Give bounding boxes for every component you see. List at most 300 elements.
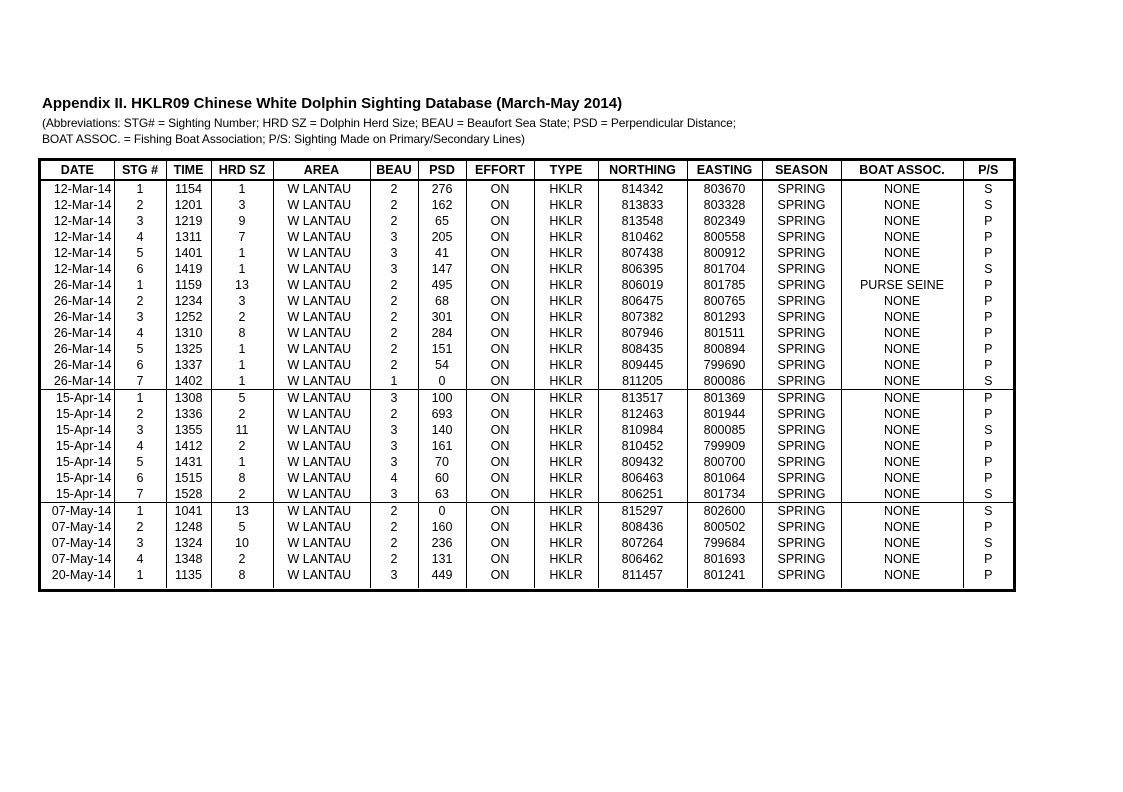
table-row bbox=[41, 309, 1013, 325]
cell-psd: 276 bbox=[418, 180, 466, 197]
cell-season: SPRING bbox=[762, 245, 841, 261]
filler-cell bbox=[963, 583, 1013, 588]
cell-type: HKLR bbox=[534, 438, 598, 454]
cell-season: SPRING bbox=[762, 567, 841, 583]
cell-easting: 801704 bbox=[687, 261, 762, 277]
cell-beau: 3 bbox=[370, 229, 418, 245]
cell-boat-assoc: NONE bbox=[841, 454, 963, 470]
cell-time: 1324 bbox=[166, 535, 211, 551]
cell-easting: 799684 bbox=[687, 535, 762, 551]
cell-herd-size: 13 bbox=[211, 503, 273, 520]
cell-type: HKLR bbox=[534, 567, 598, 583]
cell-herd-size: 5 bbox=[211, 390, 273, 407]
cell-boat-assoc: NONE bbox=[841, 229, 963, 245]
cell-date: 12-Mar-14 bbox=[53, 246, 112, 260]
cell-herd-size: 11 bbox=[211, 422, 273, 438]
cell-area: W LANTAU bbox=[273, 277, 370, 293]
table-row bbox=[41, 357, 1013, 373]
cell-psd: 160 bbox=[418, 519, 466, 535]
cell-ps: P bbox=[963, 325, 1013, 341]
cell-psd: 205 bbox=[418, 229, 466, 245]
cell-date: 07-May-14 bbox=[51, 520, 112, 534]
cell-stg-number: 6 bbox=[114, 261, 166, 277]
cell-easting: 801064 bbox=[687, 470, 762, 486]
cell-herd-size: 2 bbox=[211, 406, 273, 422]
cell-ps: P bbox=[963, 293, 1013, 309]
cell-beau: 2 bbox=[370, 277, 418, 293]
cell-area: W LANTAU bbox=[273, 406, 370, 422]
cell-herd-size: 2 bbox=[211, 309, 273, 325]
cell-northing: 812463 bbox=[598, 406, 687, 422]
cell-beau: 2 bbox=[370, 341, 418, 357]
cell-psd: 151 bbox=[418, 341, 466, 357]
cell-beau: 2 bbox=[370, 180, 418, 197]
cell-effort: ON bbox=[466, 551, 534, 567]
cell-herd-size: 13 bbox=[211, 277, 273, 293]
cell-boat-assoc: NONE bbox=[841, 309, 963, 325]
table-row bbox=[41, 213, 1013, 229]
cell-boat-assoc: NONE bbox=[841, 325, 963, 341]
cell-ps: P bbox=[963, 309, 1013, 325]
cell-time: 1308 bbox=[166, 390, 211, 407]
cell-effort: ON bbox=[466, 357, 534, 373]
cell-type: HKLR bbox=[534, 293, 598, 309]
cell-date: 15-Apr-14 bbox=[55, 407, 112, 421]
cell-type: HKLR bbox=[534, 470, 598, 486]
cell-type: HKLR bbox=[534, 197, 598, 213]
cell-type: HKLR bbox=[534, 535, 598, 551]
cell-stg-number: 1 bbox=[114, 180, 166, 197]
cell-date: 12-Mar-14 bbox=[53, 230, 112, 244]
column-header-northing: NORTHING bbox=[598, 161, 687, 180]
cell-boat-assoc: PURSE SEINE bbox=[841, 277, 963, 293]
cell-date: 07-May-14 bbox=[51, 536, 112, 550]
cell-ps: P bbox=[963, 357, 1013, 373]
cell-psd: 147 bbox=[418, 261, 466, 277]
cell-area: W LANTAU bbox=[273, 438, 370, 454]
cell-type: HKLR bbox=[534, 180, 598, 197]
table-row bbox=[41, 422, 1013, 438]
table-row bbox=[41, 341, 1013, 357]
column-header-season: SEASON bbox=[762, 161, 841, 180]
cell-beau: 2 bbox=[370, 551, 418, 567]
cell-time: 1336 bbox=[166, 406, 211, 422]
cell-time: 1219 bbox=[166, 213, 211, 229]
cell-northing: 806019 bbox=[598, 277, 687, 293]
cell-beau: 4 bbox=[370, 470, 418, 486]
table-row bbox=[41, 438, 1013, 454]
cell-psd: 140 bbox=[418, 422, 466, 438]
cell-time: 1431 bbox=[166, 454, 211, 470]
cell-area: W LANTAU bbox=[273, 454, 370, 470]
table-row bbox=[41, 519, 1013, 535]
cell-date: 15-Apr-14 bbox=[55, 487, 112, 501]
cell-northing: 808435 bbox=[598, 341, 687, 357]
cell-beau: 2 bbox=[370, 325, 418, 341]
cell-boat-assoc: NONE bbox=[841, 551, 963, 567]
cell-easting: 802349 bbox=[687, 213, 762, 229]
filler-cell bbox=[370, 583, 418, 588]
cell-season: SPRING bbox=[762, 277, 841, 293]
cell-season: SPRING bbox=[762, 551, 841, 567]
cell-time: 1402 bbox=[166, 373, 211, 390]
cell-psd: 68 bbox=[418, 293, 466, 309]
cell-stg-number: 3 bbox=[114, 422, 166, 438]
cell-effort: ON bbox=[466, 390, 534, 407]
cell-time: 1135 bbox=[166, 567, 211, 583]
cell-date: 12-Mar-14 bbox=[53, 214, 112, 228]
cell-date: 26-Mar-14 bbox=[53, 310, 112, 324]
cell-time: 1337 bbox=[166, 357, 211, 373]
cell-date: 07-May-14 bbox=[51, 552, 112, 566]
cell-time: 1041 bbox=[166, 503, 211, 520]
cell-herd-size: 2 bbox=[211, 551, 273, 567]
cell-effort: ON bbox=[466, 180, 534, 197]
cell-herd-size: 1 bbox=[211, 357, 273, 373]
cell-northing: 813833 bbox=[598, 197, 687, 213]
cell-effort: ON bbox=[466, 277, 534, 293]
cell-boat-assoc: NONE bbox=[841, 373, 963, 390]
cell-area: W LANTAU bbox=[273, 261, 370, 277]
cell-stg-number: 2 bbox=[114, 197, 166, 213]
cell-psd: 693 bbox=[418, 406, 466, 422]
cell-beau: 2 bbox=[370, 535, 418, 551]
cell-herd-size: 2 bbox=[211, 438, 273, 454]
cell-psd: 284 bbox=[418, 325, 466, 341]
cell-northing: 811205 bbox=[598, 373, 687, 390]
cell-boat-assoc: NONE bbox=[841, 357, 963, 373]
cell-beau: 3 bbox=[370, 245, 418, 261]
table-row bbox=[41, 406, 1013, 422]
cell-date: 26-Mar-14 bbox=[53, 342, 112, 356]
cell-psd: 54 bbox=[418, 357, 466, 373]
cell-effort: ON bbox=[466, 373, 534, 390]
cell-stg-number: 5 bbox=[114, 341, 166, 357]
cell-beau: 2 bbox=[370, 357, 418, 373]
cell-area: W LANTAU bbox=[273, 357, 370, 373]
cell-easting: 801293 bbox=[687, 309, 762, 325]
cell-herd-size: 7 bbox=[211, 229, 273, 245]
cell-ps: P bbox=[963, 567, 1013, 583]
cell-time: 1234 bbox=[166, 293, 211, 309]
column-header-herd-size: HRD SZ bbox=[211, 161, 273, 180]
cell-effort: ON bbox=[466, 503, 534, 520]
cell-stg-number: 2 bbox=[114, 293, 166, 309]
table-row bbox=[41, 551, 1013, 567]
cell-easting: 801511 bbox=[687, 325, 762, 341]
table-row bbox=[41, 197, 1013, 213]
cell-psd: 60 bbox=[418, 470, 466, 486]
sighting-table-frame bbox=[38, 158, 1016, 592]
table-row bbox=[41, 293, 1013, 309]
cell-psd: 100 bbox=[418, 390, 466, 407]
cell-season: SPRING bbox=[762, 229, 841, 245]
cell-psd: 301 bbox=[418, 309, 466, 325]
cell-easting: 800912 bbox=[687, 245, 762, 261]
cell-ps: S bbox=[963, 486, 1013, 503]
cell-date: 26-Mar-14 bbox=[53, 326, 112, 340]
cell-boat-assoc: NONE bbox=[841, 245, 963, 261]
cell-type: HKLR bbox=[534, 341, 598, 357]
cell-date: 12-Mar-14 bbox=[53, 198, 112, 212]
cell-easting: 801241 bbox=[687, 567, 762, 583]
cell-time: 1201 bbox=[166, 197, 211, 213]
cell-boat-assoc: NONE bbox=[841, 422, 963, 438]
cell-boat-assoc: NONE bbox=[841, 567, 963, 583]
cell-boat-assoc: NONE bbox=[841, 406, 963, 422]
cell-type: HKLR bbox=[534, 325, 598, 341]
cell-season: SPRING bbox=[762, 438, 841, 454]
cell-psd: 449 bbox=[418, 567, 466, 583]
cell-ps: S bbox=[963, 180, 1013, 197]
cell-time: 1401 bbox=[166, 245, 211, 261]
cell-type: HKLR bbox=[534, 261, 598, 277]
cell-type: HKLR bbox=[534, 213, 598, 229]
document-title: Appendix II. HKLR09 Chinese White Dolphin Sighting Database (March-May 2014) bbox=[42, 95, 623, 112]
cell-type: HKLR bbox=[534, 486, 598, 503]
cell-boat-assoc: NONE bbox=[841, 503, 963, 520]
cell-psd: 41 bbox=[418, 245, 466, 261]
filler-cell bbox=[598, 583, 687, 588]
cell-stg-number: 7 bbox=[114, 373, 166, 390]
cell-psd: 65 bbox=[418, 213, 466, 229]
cell-easting: 800700 bbox=[687, 454, 762, 470]
cell-area: W LANTAU bbox=[273, 422, 370, 438]
cell-stg-number: 4 bbox=[114, 229, 166, 245]
cell-herd-size: 10 bbox=[211, 535, 273, 551]
cell-herd-size: 5 bbox=[211, 519, 273, 535]
cell-date: 15-Apr-14 bbox=[55, 471, 112, 485]
cell-time: 1348 bbox=[166, 551, 211, 567]
cell-stg-number: 1 bbox=[114, 567, 166, 583]
cell-herd-size: 8 bbox=[211, 325, 273, 341]
cell-stg-number: 2 bbox=[114, 406, 166, 422]
cell-boat-assoc: NONE bbox=[841, 438, 963, 454]
cell-psd: 161 bbox=[418, 438, 466, 454]
cell-ps: P bbox=[963, 245, 1013, 261]
column-header-date: DATE bbox=[41, 161, 114, 180]
cell-type: HKLR bbox=[534, 373, 598, 390]
cell-northing: 806462 bbox=[598, 551, 687, 567]
abbreviations-line-2: BOAT ASSOC. = Fishing Boat Association; P/S: Sighting Made on Primary/Secondary Lines) bbox=[42, 132, 525, 146]
cell-type: HKLR bbox=[534, 390, 598, 407]
filler-cell bbox=[114, 583, 166, 588]
cell-psd: 131 bbox=[418, 551, 466, 567]
cell-area: W LANTAU bbox=[273, 390, 370, 407]
cell-season: SPRING bbox=[762, 406, 841, 422]
cell-boat-assoc: NONE bbox=[841, 535, 963, 551]
cell-northing: 813548 bbox=[598, 213, 687, 229]
cell-effort: ON bbox=[466, 309, 534, 325]
cell-beau: 2 bbox=[370, 213, 418, 229]
cell-herd-size: 1 bbox=[211, 454, 273, 470]
cell-boat-assoc: NONE bbox=[841, 293, 963, 309]
table-row bbox=[41, 373, 1013, 390]
cell-season: SPRING bbox=[762, 454, 841, 470]
cell-date: 26-Mar-14 bbox=[53, 278, 112, 292]
cell-effort: ON bbox=[466, 438, 534, 454]
cell-type: HKLR bbox=[534, 229, 598, 245]
cell-herd-size: 1 bbox=[211, 180, 273, 197]
table-row bbox=[41, 229, 1013, 245]
cell-area: W LANTAU bbox=[273, 245, 370, 261]
cell-stg-number: 4 bbox=[114, 551, 166, 567]
cell-type: HKLR bbox=[534, 357, 598, 373]
cell-season: SPRING bbox=[762, 422, 841, 438]
cell-easting: 801734 bbox=[687, 486, 762, 503]
cell-type: HKLR bbox=[534, 551, 598, 567]
cell-beau: 3 bbox=[370, 486, 418, 503]
table-filler-row bbox=[41, 583, 1013, 588]
cell-beau: 2 bbox=[370, 503, 418, 520]
cell-beau: 2 bbox=[370, 406, 418, 422]
cell-area: W LANTAU bbox=[273, 535, 370, 551]
cell-season: SPRING bbox=[762, 309, 841, 325]
cell-psd: 0 bbox=[418, 503, 466, 520]
cell-ps: P bbox=[963, 519, 1013, 535]
cell-easting: 802600 bbox=[687, 503, 762, 520]
cell-psd: 0 bbox=[418, 373, 466, 390]
cell-boat-assoc: NONE bbox=[841, 213, 963, 229]
cell-easting: 800502 bbox=[687, 519, 762, 535]
filler-cell bbox=[166, 583, 211, 588]
cell-effort: ON bbox=[466, 535, 534, 551]
cell-northing: 815297 bbox=[598, 503, 687, 520]
cell-psd: 63 bbox=[418, 486, 466, 503]
filler-cell bbox=[762, 583, 841, 588]
cell-time: 1528 bbox=[166, 486, 211, 503]
cell-effort: ON bbox=[466, 422, 534, 438]
cell-boat-assoc: NONE bbox=[841, 470, 963, 486]
filler-cell bbox=[841, 583, 963, 588]
cell-area: W LANTAU bbox=[273, 180, 370, 197]
cell-boat-assoc: NONE bbox=[841, 519, 963, 535]
cell-beau: 2 bbox=[370, 197, 418, 213]
cell-stg-number: 1 bbox=[114, 277, 166, 293]
filler-cell bbox=[466, 583, 534, 588]
column-header-type: TYPE bbox=[534, 161, 598, 180]
cell-herd-size: 3 bbox=[211, 293, 273, 309]
cell-season: SPRING bbox=[762, 373, 841, 390]
table-row bbox=[41, 454, 1013, 470]
cell-easting: 800558 bbox=[687, 229, 762, 245]
cell-ps: P bbox=[963, 341, 1013, 357]
cell-time: 1325 bbox=[166, 341, 211, 357]
column-header-boat-assoc: BOAT ASSOC. bbox=[841, 161, 963, 180]
table-row bbox=[41, 390, 1013, 407]
cell-northing: 807438 bbox=[598, 245, 687, 261]
cell-ps: S bbox=[963, 422, 1013, 438]
cell-season: SPRING bbox=[762, 197, 841, 213]
cell-beau: 3 bbox=[370, 567, 418, 583]
table-row bbox=[41, 486, 1013, 503]
cell-date: 12-Mar-14 bbox=[53, 182, 112, 196]
cell-time: 1248 bbox=[166, 519, 211, 535]
table-row bbox=[41, 535, 1013, 551]
cell-area: W LANTAU bbox=[273, 229, 370, 245]
cell-ps: P bbox=[963, 390, 1013, 407]
cell-area: W LANTAU bbox=[273, 503, 370, 520]
cell-herd-size: 1 bbox=[211, 261, 273, 277]
cell-type: HKLR bbox=[534, 503, 598, 520]
cell-time: 1154 bbox=[166, 180, 211, 197]
cell-northing: 810452 bbox=[598, 438, 687, 454]
cell-effort: ON bbox=[466, 229, 534, 245]
cell-area: W LANTAU bbox=[273, 341, 370, 357]
table-header-row bbox=[41, 161, 1013, 180]
cell-date: 26-Mar-14 bbox=[53, 374, 112, 388]
cell-ps: S bbox=[963, 373, 1013, 390]
cell-boat-assoc: NONE bbox=[841, 486, 963, 503]
cell-herd-size: 1 bbox=[211, 373, 273, 390]
cell-type: HKLR bbox=[534, 245, 598, 261]
cell-boat-assoc: NONE bbox=[841, 197, 963, 213]
cell-easting: 801944 bbox=[687, 406, 762, 422]
cell-stg-number: 6 bbox=[114, 470, 166, 486]
cell-date: 20-May-14 bbox=[51, 568, 112, 582]
cell-herd-size: 9 bbox=[211, 213, 273, 229]
cell-stg-number: 3 bbox=[114, 213, 166, 229]
cell-type: HKLR bbox=[534, 277, 598, 293]
cell-area: W LANTAU bbox=[273, 486, 370, 503]
filler-cell bbox=[273, 583, 370, 588]
cell-stg-number: 5 bbox=[114, 454, 166, 470]
cell-herd-size: 8 bbox=[211, 470, 273, 486]
cell-effort: ON bbox=[466, 341, 534, 357]
cell-stg-number: 4 bbox=[114, 438, 166, 454]
cell-ps: P bbox=[963, 406, 1013, 422]
cell-area: W LANTAU bbox=[273, 213, 370, 229]
cell-easting: 801693 bbox=[687, 551, 762, 567]
cell-ps: P bbox=[963, 470, 1013, 486]
cell-ps: P bbox=[963, 277, 1013, 293]
filler-cell bbox=[687, 583, 762, 588]
cell-beau: 3 bbox=[370, 390, 418, 407]
cell-time: 1412 bbox=[166, 438, 211, 454]
cell-boat-assoc: NONE bbox=[841, 390, 963, 407]
cell-effort: ON bbox=[466, 261, 534, 277]
cell-time: 1515 bbox=[166, 470, 211, 486]
cell-easting: 801369 bbox=[687, 390, 762, 407]
cell-ps: S bbox=[963, 197, 1013, 213]
table-row bbox=[41, 503, 1013, 520]
cell-season: SPRING bbox=[762, 486, 841, 503]
cell-season: SPRING bbox=[762, 261, 841, 277]
table-row bbox=[41, 261, 1013, 277]
sighting-table bbox=[41, 161, 1013, 588]
column-header-ps: P/S bbox=[963, 161, 1013, 180]
cell-effort: ON bbox=[466, 213, 534, 229]
cell-psd: 70 bbox=[418, 454, 466, 470]
cell-ps: P bbox=[963, 213, 1013, 229]
cell-effort: ON bbox=[466, 454, 534, 470]
cell-area: W LANTAU bbox=[273, 567, 370, 583]
cell-beau: 2 bbox=[370, 293, 418, 309]
table-row bbox=[41, 180, 1013, 197]
table-row bbox=[41, 567, 1013, 583]
cell-herd-size: 3 bbox=[211, 197, 273, 213]
cell-time: 1310 bbox=[166, 325, 211, 341]
cell-boat-assoc: NONE bbox=[841, 341, 963, 357]
cell-type: HKLR bbox=[534, 309, 598, 325]
cell-beau: 1 bbox=[370, 373, 418, 390]
cell-northing: 806475 bbox=[598, 293, 687, 309]
cell-beau: 3 bbox=[370, 454, 418, 470]
cell-stg-number: 7 bbox=[114, 486, 166, 503]
cell-area: W LANTAU bbox=[273, 551, 370, 567]
cell-season: SPRING bbox=[762, 293, 841, 309]
column-header-stg: STG # bbox=[114, 161, 166, 180]
